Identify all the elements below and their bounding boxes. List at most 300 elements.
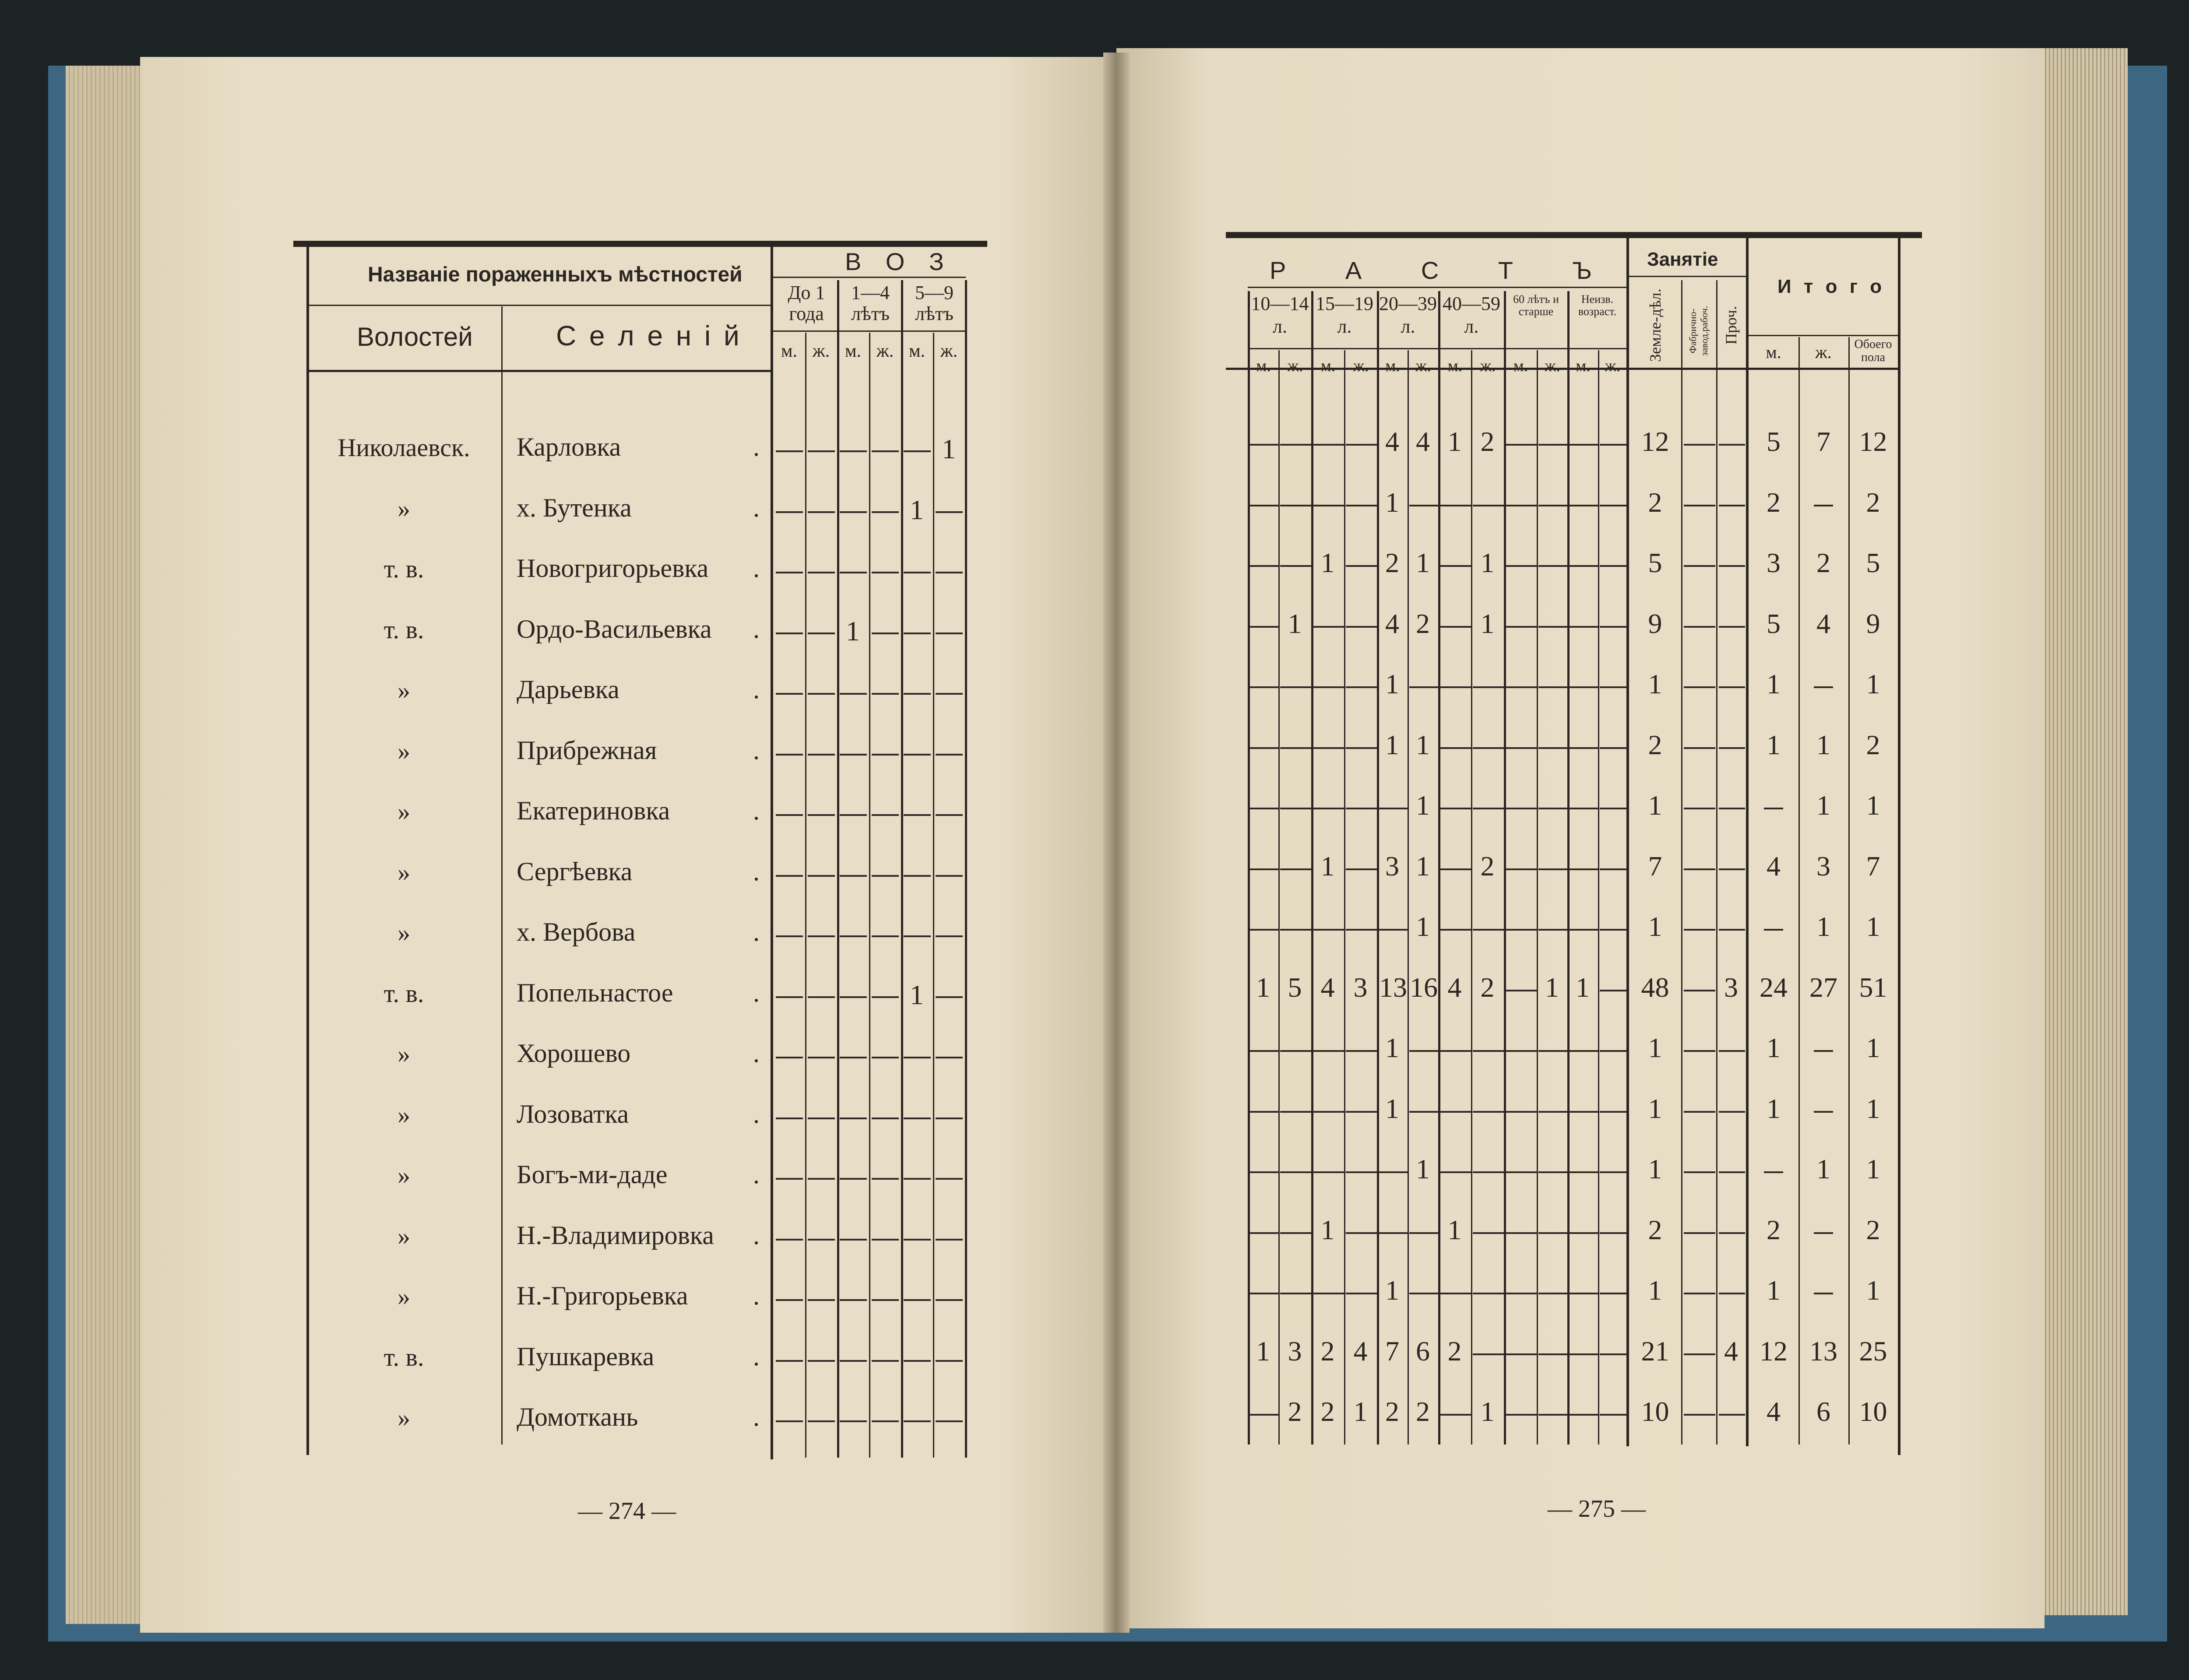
- empty-cell-dash: [1313, 1293, 1344, 1294]
- cell-value: 1: [1320, 850, 1335, 882]
- empty-cell-dash: [1506, 808, 1537, 809]
- column-divider: [1537, 350, 1538, 1445]
- total-value: 2: [1767, 486, 1781, 518]
- occupation-value: 21: [1641, 1335, 1669, 1367]
- empty-cell-dash: [1538, 1111, 1567, 1113]
- empty-cell-dash: [1600, 1353, 1626, 1355]
- empty-cell-dash: [1440, 808, 1471, 809]
- cell-value: 1: [1288, 608, 1302, 639]
- occupation-value: 7: [1648, 850, 1662, 882]
- settlement-name: Дарьевка: [517, 675, 619, 704]
- empty-cell-dash: [1346, 1171, 1377, 1173]
- occupation-value: 1: [1648, 1032, 1662, 1063]
- cell-value: 1: [1385, 729, 1399, 760]
- cell-value: 2: [1480, 971, 1495, 1003]
- empty-cell-dash: [1719, 686, 1745, 688]
- empty-cell-dash: [1249, 868, 1278, 870]
- cell-value: 1: [942, 433, 956, 464]
- empty-cell-dash: [1440, 626, 1471, 628]
- header-age-left: В О З: [845, 248, 953, 275]
- empty-cell-dash: [1569, 1171, 1598, 1173]
- sex-female-label: ж.: [1415, 357, 1431, 375]
- empty-cell-dash: [1600, 565, 1626, 567]
- empty-cell-dash: [1600, 747, 1626, 749]
- empty-cell-dash: [1409, 686, 1438, 688]
- settlement-name: Сергѣевка: [517, 857, 633, 886]
- empty-cell-dash: [1538, 808, 1567, 809]
- settlement-name: Хорошево: [517, 1039, 631, 1068]
- empty-cell-dash: [1379, 1232, 1408, 1234]
- cell-value: 1: [1416, 911, 1430, 942]
- sex-male-label: м.: [1320, 357, 1336, 375]
- empty-cell-dash: [1569, 686, 1598, 688]
- empty-cell-dash: [1684, 1293, 1715, 1294]
- cell-value: 4: [1416, 426, 1430, 457]
- total-value: 1: [1767, 1275, 1781, 1306]
- settlement-name: Н.-Владимировка: [517, 1220, 714, 1250]
- page-number-left: — 274 —: [578, 1497, 676, 1525]
- empty-cell-dash: [1569, 868, 1598, 870]
- total-value: 24: [1760, 971, 1788, 1003]
- empty-cell-dash: [1600, 1050, 1626, 1052]
- settlement-name: х. Вербова: [517, 917, 636, 946]
- sex-male-label: м.: [845, 341, 862, 361]
- total-value: 1: [1767, 668, 1781, 699]
- cell-value: 1: [1447, 1214, 1462, 1245]
- empty-cell-dash: [1440, 868, 1471, 870]
- empty-cell-dash: [1600, 1111, 1626, 1113]
- cell-value: 1: [910, 494, 924, 525]
- empty-cell-dash: [1346, 747, 1377, 749]
- empty-cell-dash: [1569, 1111, 1598, 1113]
- sex-female-label: ж.: [812, 341, 830, 361]
- cell-value: 1: [1576, 971, 1590, 1003]
- total-value: 1: [1866, 911, 1880, 942]
- empty-cell-dash: [1440, 1050, 1471, 1052]
- empty-cell-dash: [1249, 1050, 1278, 1052]
- total-value: 7: [1866, 850, 1880, 882]
- leader-dot: .: [753, 675, 760, 704]
- empty-cell-dash: [1346, 929, 1377, 931]
- leader-dot: .: [753, 1281, 760, 1310]
- empty-cell-dash: [1600, 626, 1626, 628]
- volost-cell: »: [398, 858, 410, 886]
- empty-cell-dash: [1473, 808, 1504, 809]
- empty-cell-dash: [1814, 686, 1833, 688]
- occupation-value: 2: [1648, 729, 1662, 760]
- settlement-name: Ордо-Васильевка: [517, 614, 712, 643]
- empty-cell-dash: [1719, 808, 1745, 809]
- total-value: 1: [1866, 1093, 1880, 1124]
- empty-cell-dash: [1684, 1353, 1715, 1355]
- leader-dot: .: [753, 554, 760, 583]
- occupation-value: 4: [1724, 1335, 1738, 1367]
- empty-cell-dash: [1600, 1232, 1626, 1234]
- empty-cell-dash: [1280, 686, 1311, 688]
- column-divider: [1598, 350, 1599, 1445]
- empty-cell-dash: [1280, 505, 1311, 506]
- top-rule-right: [1226, 232, 1922, 238]
- cell-value: 1: [1416, 1153, 1430, 1184]
- empty-cell-dash: [1249, 1232, 1278, 1234]
- total-value: 2: [1767, 1214, 1781, 1245]
- leader-dot: .: [753, 1039, 760, 1068]
- empty-cell-dash: [1280, 747, 1311, 749]
- empty-cell-dash: [1440, 747, 1471, 749]
- leader-dot: .: [753, 857, 760, 886]
- empty-cell-dash: [1249, 686, 1278, 688]
- cell-value: 1: [1353, 1396, 1368, 1427]
- sex-female-label: ж.: [1353, 357, 1369, 375]
- page-number-right: — 275 —: [1548, 1495, 1646, 1522]
- empty-cell-dash: [1684, 1111, 1715, 1113]
- empty-cell-dash: [1473, 929, 1504, 931]
- empty-cell-dash: [1346, 868, 1377, 870]
- cell-value: 2: [1480, 426, 1495, 457]
- occupation-value: 2: [1648, 486, 1662, 518]
- cell-value: 1: [1480, 547, 1495, 578]
- age-group-header: 60 лѣтъ и старше: [1513, 293, 1559, 318]
- cell-value: 1: [1480, 608, 1495, 639]
- age-group-header: 10—14 л.: [1251, 293, 1309, 337]
- empty-cell-dash: [1506, 747, 1537, 749]
- empty-cell-dash: [1764, 929, 1783, 931]
- age-group-header: 40—59 л.: [1443, 293, 1500, 337]
- empty-cell-dash: [1346, 1050, 1377, 1052]
- total-value: 27: [1809, 971, 1837, 1003]
- empty-cell-dash: [1569, 1232, 1598, 1234]
- empty-cell-dash: [1719, 1232, 1745, 1234]
- empty-cell-dash: [1684, 1414, 1715, 1416]
- volost-cell: »: [398, 1161, 410, 1189]
- empty-cell-dash: [1313, 626, 1344, 628]
- empty-cell-dash: [1506, 565, 1537, 567]
- volost-cell: »: [398, 918, 410, 947]
- total-value: 1: [1866, 668, 1880, 699]
- volost-cell: »: [398, 797, 410, 826]
- settlement-name: Екатериновка: [517, 796, 670, 825]
- total-value: 5: [1767, 426, 1781, 457]
- empty-cell-dash: [1600, 1293, 1626, 1294]
- empty-cell-dash: [1473, 1111, 1504, 1113]
- column-divider: [1798, 337, 1800, 1445]
- empty-cell-dash: [1280, 1111, 1311, 1113]
- empty-cell-dash: [1538, 626, 1567, 628]
- total-value: 3: [1816, 850, 1830, 882]
- sex-female-label: ж.: [1287, 357, 1303, 375]
- empty-cell-dash: [1684, 686, 1715, 688]
- leader-dot: .: [753, 1220, 760, 1250]
- empty-cell-dash: [1280, 929, 1311, 931]
- empty-cell-dash: [1684, 747, 1715, 749]
- header-total: И т о г о: [1777, 276, 1886, 297]
- empty-cell-dash: [1600, 444, 1626, 446]
- total-value: 12: [1859, 426, 1887, 457]
- empty-cell-dash: [1346, 444, 1377, 446]
- cell-value: 1: [1385, 1093, 1399, 1124]
- cell-value: 1: [1480, 1396, 1495, 1427]
- empty-cell-dash: [1538, 444, 1567, 446]
- empty-cell-dash: [1379, 1171, 1408, 1173]
- empty-cell-dash: [1280, 444, 1311, 446]
- total-value: 4: [1767, 850, 1781, 882]
- cell-value: 1: [1385, 1275, 1399, 1306]
- occupation-value: 2: [1648, 1214, 1662, 1245]
- empty-cell-dash: [1600, 505, 1626, 506]
- total-value: 1: [1767, 1032, 1781, 1063]
- empty-cell-dash: [1684, 565, 1715, 567]
- empty-cell-dash: [1719, 1414, 1745, 1416]
- occupation-header: Фабрично-завод.рабоч.: [1687, 306, 1710, 356]
- sex-male-label: м.: [781, 341, 798, 361]
- header-volost: Волостей: [357, 322, 473, 351]
- settlement-name: Попельнастое: [517, 978, 673, 1007]
- empty-cell-dash: [1538, 1353, 1567, 1355]
- settlement-name: Н.-Григорьевка: [517, 1281, 688, 1310]
- empty-cell-dash: [1249, 565, 1278, 567]
- volost-cell: т. в.: [384, 1343, 424, 1371]
- empty-cell-dash: [1569, 1293, 1598, 1294]
- empty-cell-dash: [1346, 505, 1377, 506]
- empty-cell-dash: [1506, 1111, 1537, 1113]
- cell-value: 13: [1379, 971, 1407, 1003]
- cell-value: 4: [1385, 608, 1399, 639]
- cell-value: 2: [1447, 1335, 1462, 1367]
- empty-cell-dash: [1249, 808, 1278, 809]
- age-group-2: 5—9 лѣтъ: [915, 282, 954, 324]
- occupation-value: 1: [1648, 1275, 1662, 1306]
- empty-cell-dash: [1346, 1232, 1377, 1234]
- settlement-name: Новогригорьевка: [517, 554, 709, 583]
- settlement-name: Пушкаревка: [517, 1342, 655, 1371]
- empty-cell-dash: [1440, 686, 1471, 688]
- age-group-header: Неизв. возраст.: [1578, 293, 1617, 318]
- occupation-value: 12: [1641, 426, 1669, 457]
- total-header: м.: [1766, 342, 1781, 362]
- leader-dot: .: [753, 1402, 760, 1431]
- volost-cell: »: [398, 1100, 410, 1129]
- empty-cell-dash: [1538, 1414, 1567, 1416]
- empty-cell-dash: [1814, 505, 1833, 506]
- empty-cell-dash: [1280, 1171, 1311, 1173]
- empty-cell-dash: [1719, 1293, 1745, 1294]
- leader-dot: .: [753, 493, 760, 522]
- total-header: ж.: [1815, 342, 1832, 362]
- empty-cell-dash: [1280, 565, 1311, 567]
- empty-cell-dash: [1538, 747, 1567, 749]
- leader-dot: .: [753, 614, 760, 643]
- empty-cell-dash: [1506, 929, 1537, 931]
- empty-cell-dash: [1684, 1050, 1715, 1052]
- empty-cell-dash: [1506, 1232, 1537, 1234]
- empty-cell-dash: [1684, 990, 1715, 991]
- cell-value: 2: [1320, 1396, 1335, 1427]
- empty-cell-dash: [1506, 505, 1537, 506]
- empty-cell-dash: [1440, 929, 1471, 931]
- cell-value: 5: [1288, 971, 1302, 1003]
- empty-cell-dash: [1719, 747, 1745, 749]
- total-value: 1: [1767, 729, 1781, 760]
- total-value: 1: [1816, 729, 1830, 760]
- cell-value: 1: [910, 979, 924, 1010]
- empty-cell-dash: [1409, 1232, 1438, 1234]
- empty-cell-dash: [1569, 1353, 1598, 1355]
- cell-value: 2: [1385, 1396, 1399, 1427]
- column-divider: [1567, 291, 1570, 1445]
- empty-cell-dash: [1684, 808, 1715, 809]
- cell-value: 1: [1320, 547, 1335, 578]
- occupation-header-rule: [1629, 276, 1746, 277]
- cell-value: 2: [1288, 1396, 1302, 1427]
- total-value: 1: [1816, 1153, 1830, 1184]
- empty-cell-dash: [1313, 444, 1344, 446]
- total-value: 12: [1760, 1335, 1788, 1367]
- column-divider: [1344, 350, 1345, 1445]
- leader-dot: .: [753, 796, 760, 825]
- empty-cell-dash: [1506, 1050, 1537, 1052]
- empty-cell-dash: [1538, 565, 1567, 567]
- empty-cell-dash: [1764, 1171, 1783, 1173]
- settlement-name: Карловка: [517, 432, 621, 461]
- column-divider: [1746, 238, 1749, 1446]
- leader-dot: .: [753, 917, 760, 946]
- total-value: 1: [1767, 1093, 1781, 1124]
- age-group-header: 15—19 л.: [1316, 293, 1373, 337]
- cell-value: 3: [1288, 1335, 1302, 1367]
- total-value: 5: [1866, 547, 1880, 578]
- empty-cell-dash: [1506, 868, 1537, 870]
- cell-value: 1: [1416, 850, 1430, 882]
- empty-cell-dash: [1313, 747, 1344, 749]
- sex-male-label: м.: [1256, 357, 1271, 375]
- column-divider: [1438, 291, 1440, 1445]
- empty-cell-dash: [1600, 990, 1626, 991]
- cell-value: 1: [1416, 729, 1430, 760]
- sex-female-label: ж.: [1605, 357, 1621, 375]
- empty-cell-dash: [1313, 505, 1344, 506]
- cell-value: 1: [1416, 547, 1430, 578]
- leader-dot: .: [753, 735, 760, 765]
- empty-cell-dash: [1280, 1050, 1311, 1052]
- column-divider: [1408, 350, 1409, 1445]
- empty-cell-dash: [1409, 1111, 1438, 1113]
- occupation-value: 9: [1648, 608, 1662, 639]
- column-divider: [1471, 350, 1472, 1445]
- cell-value: 1: [846, 615, 860, 647]
- total-value: 2: [1816, 547, 1830, 578]
- empty-cell-dash: [1569, 929, 1598, 931]
- empty-cell-dash: [1764, 808, 1783, 809]
- total-value: 13: [1809, 1335, 1837, 1367]
- cell-value: 4: [1385, 426, 1399, 457]
- empty-cell-dash: [1440, 565, 1471, 567]
- empty-cell-dash: [1440, 1414, 1471, 1416]
- settlement-name: Богъ-ми-даде: [517, 1160, 668, 1189]
- sex-header-rule: [1248, 348, 1626, 349]
- cell-value: 2: [1416, 1396, 1430, 1427]
- volost-cell: т. в.: [384, 555, 424, 583]
- sex-male-label: м.: [1447, 357, 1463, 375]
- total-value: 1: [1816, 911, 1830, 942]
- cell-value: 1: [1256, 971, 1270, 1003]
- column-divider: [1311, 291, 1313, 1445]
- empty-cell-dash: [1346, 626, 1377, 628]
- empty-cell-dash: [1346, 808, 1377, 809]
- cell-value: 1: [1416, 790, 1430, 821]
- empty-cell-dash: [1569, 747, 1598, 749]
- cell-value: 1: [1385, 1032, 1399, 1063]
- empty-cell-dash: [1538, 929, 1567, 931]
- empty-cell-dash: [1538, 505, 1567, 506]
- empty-cell-dash: [1719, 565, 1745, 567]
- cell-value: 1: [1545, 971, 1559, 1003]
- occupation-value: 3: [1724, 971, 1738, 1003]
- empty-cell-dash: [1440, 505, 1471, 506]
- empty-cell-dash: [1249, 444, 1278, 446]
- empty-cell-dash: [1473, 1232, 1504, 1234]
- empty-cell-dash: [1506, 1414, 1537, 1416]
- occupation-value: 48: [1641, 971, 1669, 1003]
- cell-value: 4: [1447, 971, 1462, 1003]
- cell-value: 1: [1320, 1214, 1335, 1245]
- cell-value: 4: [1353, 1335, 1368, 1367]
- occupation-value: 1: [1648, 790, 1662, 821]
- empty-cell-dash: [1280, 868, 1311, 870]
- empty-cell-dash: [1684, 868, 1715, 870]
- settlement-name: Домоткань: [517, 1402, 638, 1431]
- empty-cell-dash: [1379, 808, 1408, 809]
- empty-cell-dash: [1684, 929, 1715, 931]
- empty-cell-dash: [1600, 929, 1626, 931]
- empty-cell-dash: [1684, 505, 1715, 506]
- settlement-name: Лозоватка: [517, 1099, 629, 1128]
- empty-cell-dash: [1473, 505, 1504, 506]
- total-value: 9: [1866, 608, 1880, 639]
- sex-male-label: м.: [908, 341, 926, 361]
- volost-cell: »: [398, 1282, 410, 1311]
- total-header-rule: [1749, 335, 1898, 336]
- empty-cell-dash: [1719, 505, 1745, 506]
- cell-value: 3: [1385, 850, 1399, 882]
- occupation-value: 10: [1641, 1396, 1669, 1427]
- empty-cell-dash: [1569, 1050, 1598, 1052]
- empty-cell-dash: [1719, 868, 1745, 870]
- leader-dot: .: [753, 1099, 760, 1128]
- empty-cell-dash: [1473, 1171, 1504, 1173]
- volost-cell: »: [398, 1040, 410, 1068]
- volost-cell: »: [398, 676, 410, 704]
- occupation-value: 5: [1648, 547, 1662, 578]
- total-value: 51: [1859, 971, 1887, 1003]
- total-value: 1: [1866, 1032, 1880, 1063]
- cell-value: 1: [1385, 486, 1399, 518]
- volost-cell: »: [398, 1221, 410, 1250]
- empty-cell-dash: [1538, 686, 1567, 688]
- empty-cell-dash: [1280, 808, 1311, 809]
- empty-cell-dash: [1440, 1171, 1471, 1173]
- empty-cell-dash: [1249, 1111, 1278, 1113]
- right-border: [1898, 238, 1900, 1455]
- empty-cell-dash: [1684, 444, 1715, 446]
- empty-cell-dash: [1684, 1171, 1715, 1173]
- empty-cell-dash: [1249, 505, 1278, 506]
- sex-male-label: м.: [1385, 357, 1400, 375]
- empty-cell-dash: [1600, 868, 1626, 870]
- cell-value: 1: [1447, 426, 1462, 457]
- cell-value: 4: [1320, 971, 1335, 1003]
- empty-cell-dash: [1506, 1293, 1537, 1294]
- column-divider: [1278, 350, 1280, 1445]
